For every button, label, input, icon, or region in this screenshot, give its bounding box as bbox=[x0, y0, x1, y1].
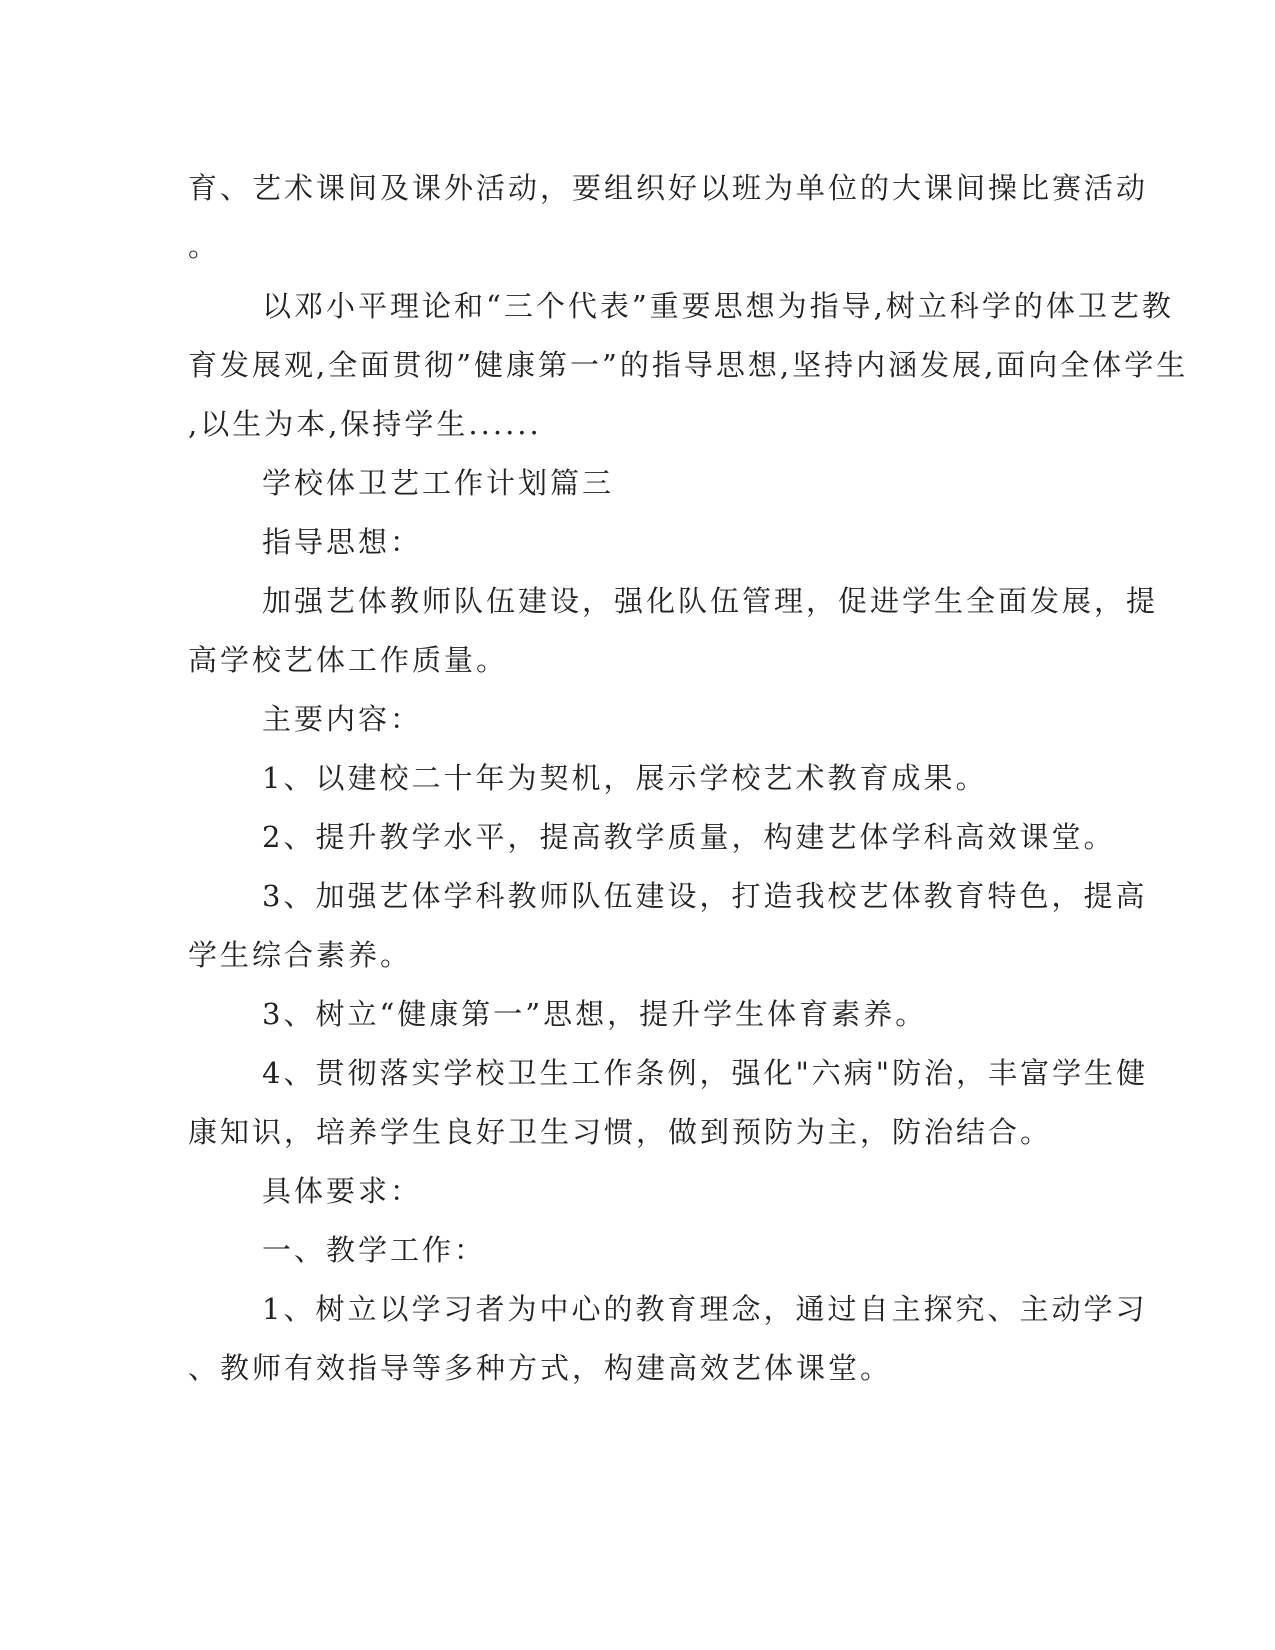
section-heading: 学校体卫艺工作计划篇三 bbox=[262, 466, 615, 500]
list-item: 3、加强艺体学科教师队伍建设，打造我校艺体教育特色，提高 bbox=[262, 879, 1148, 913]
subheading: 一、教学工作： bbox=[262, 1233, 487, 1267]
subheading: 主要内容： bbox=[262, 702, 423, 736]
list-item-continuation: 、教师有效指导等多种方式，构建高效艺体课堂。 bbox=[188, 1351, 893, 1385]
list-item: 1、树立以学习者为中心的教育理念，通过自主探究、主动学习 bbox=[262, 1292, 1148, 1326]
subheading: 具体要求： bbox=[262, 1174, 423, 1208]
paragraph-line: 。 bbox=[188, 229, 221, 263]
list-item: 4、贯彻落实学校卫生工作条例，强化"六病"防治，丰富学生健 bbox=[262, 1056, 1149, 1090]
subheading: 指导思想： bbox=[262, 525, 423, 559]
paragraph-line: 加强艺体教师队伍建设，强化队伍管理，促进学生全面发展，提 bbox=[262, 584, 1159, 618]
paragraph-line: 育、艺术课间及课外活动，要组织好以班为单位的大课间操比赛活动 bbox=[188, 171, 1149, 205]
list-item-continuation: 学生综合素养。 bbox=[188, 938, 413, 972]
paragraph-line: 育发展观,全面贯彻”健康第一”的指导思想,坚持内涵发展,面向全体学生 bbox=[188, 348, 1189, 382]
list-item: 2、提升教学水平，提高教学质量，构建艺体学科高效课堂。 bbox=[262, 820, 1116, 854]
paragraph-line: 以邓小平理论和“三个代表”重要思想为指导,树立科学的体卫艺教 bbox=[262, 289, 1174, 323]
list-item-continuation: 康知识，培养学生良好卫生习惯，做到预防为主，防治结合。 bbox=[188, 1115, 1053, 1149]
list-item: 3、树立“健康第一”思想，提升学生体育素养。 bbox=[262, 997, 928, 1031]
list-item: 1、以建校二十年为契机，展示学校艺术教育成果。 bbox=[262, 761, 988, 795]
paragraph-line: ,以生为本,保持学生...... bbox=[188, 407, 542, 441]
paragraph-line: 高学校艺体工作质量。 bbox=[188, 643, 509, 677]
